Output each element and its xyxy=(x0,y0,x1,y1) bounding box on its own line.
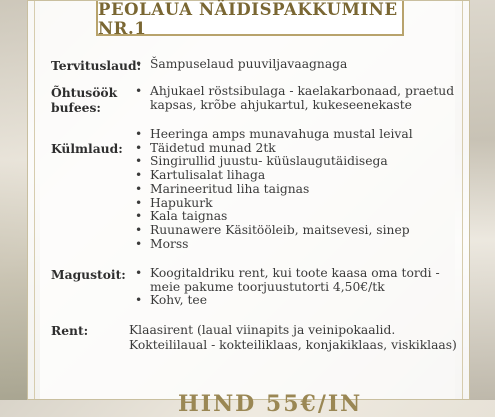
list-item: • Koogitaldriku rent, kui toote kaasa oma tordi - meie pakume toorjuustutorti 4,50€/tk xyxy=(135,267,459,294)
list-item: • Kohv, tee xyxy=(135,294,459,308)
item-list xyxy=(135,128,459,251)
list-item: • Singirullid juustu- küüslaugutäidisega xyxy=(135,155,459,169)
list-item: • Heeringa amps munavahuga mustal leival xyxy=(135,128,459,142)
list-item: • Morss xyxy=(135,238,459,252)
section-label: Õhtusöök bufees: xyxy=(51,85,118,115)
page-title: PEOLAUA NÄIDISPAKKUMINE NR.1 xyxy=(98,0,398,38)
rent-text xyxy=(129,323,459,353)
section-label: Magustoit: xyxy=(51,267,126,282)
title-box xyxy=(96,1,404,36)
price-heading: HIND 55€/IN xyxy=(178,391,363,417)
list-item: • Ruunawere Käsitööleib, maitsevesi, sinep xyxy=(135,224,459,238)
list-item: • Täidetud munad 2tk xyxy=(135,142,459,156)
menu-card xyxy=(27,0,470,417)
list-item: • Marineeritud liha taignas xyxy=(135,183,459,197)
section-label: Tervituslaud: xyxy=(51,58,142,73)
list-item: • Kartulisalat lihaga xyxy=(135,169,459,183)
list-item: • Ahjukael röstsibulaga - kaelakarbonaad, praetud kapsas, krõbe ahjukartul, kukeseenekaste xyxy=(135,85,459,112)
section-label: Külmlaud: xyxy=(51,141,123,156)
list-item: • Hapukurk xyxy=(135,197,459,211)
item-list xyxy=(135,85,459,112)
section-label: Rent: xyxy=(51,323,89,338)
rent-line-2: Kokteililaual - kokteiliklaas, konjakiklaas, viskiklaas) xyxy=(129,338,457,352)
item-list xyxy=(135,58,459,72)
list-item: • Šampuselaud puuviljavaagnaga xyxy=(135,58,459,72)
item-list xyxy=(135,267,459,308)
list-item: • Kala taignas xyxy=(135,210,459,224)
rent-line-1: Klaasirent (laual viinapits ja veinipokaalid. xyxy=(129,323,396,337)
